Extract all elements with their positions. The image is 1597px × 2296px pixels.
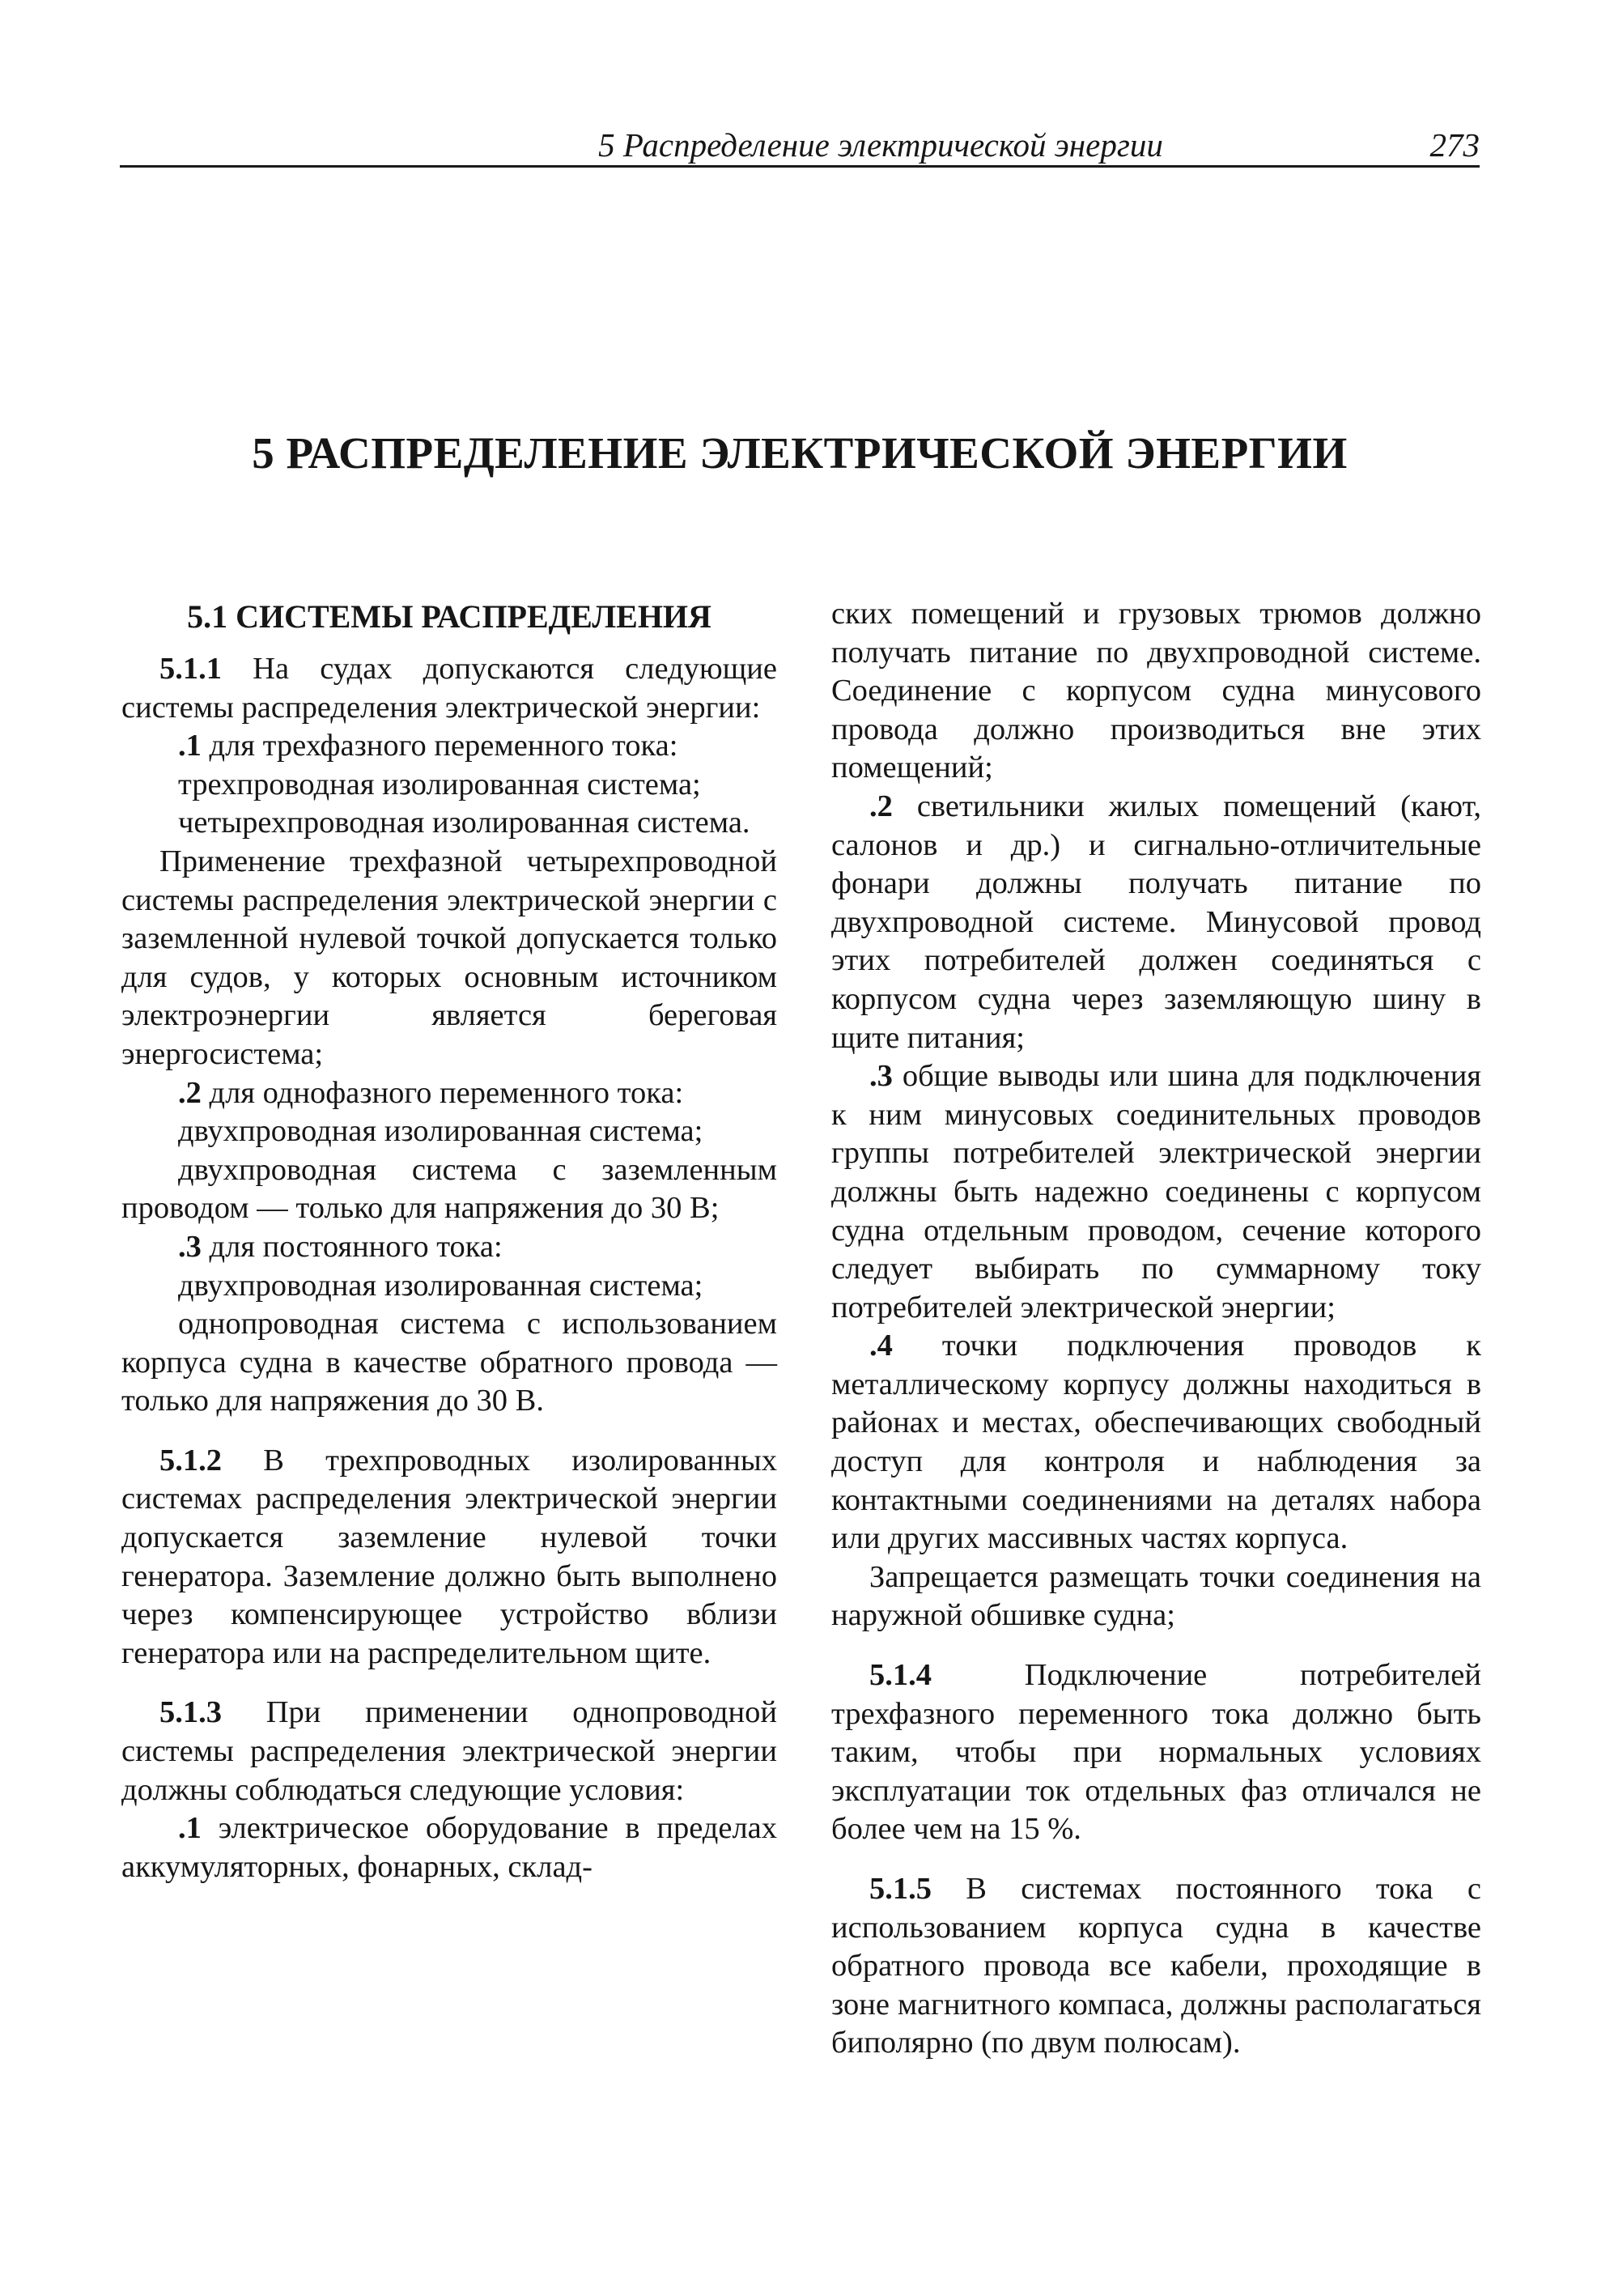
page-number: 273	[1429, 126, 1480, 164]
spacer	[831, 1849, 1481, 1870]
running-header	[120, 123, 1480, 168]
list-subitem: трехпроводная изолированная система;	[178, 767, 701, 801]
item-text: светильники жилых помещений (кают, салонов и др.) и сигнально-отличительные фонари должны получать питание по двухпроводной системе. Минусовой провод этих потребителей должен соединяться с корпусом судна через заземляющую шину в щите питания;	[831, 789, 1481, 1055]
list-item	[121, 727, 777, 766]
list-subitem: четырехпроводная изолированная система.	[178, 806, 750, 840]
spacer	[831, 1635, 1481, 1656]
item-number: .1	[178, 729, 202, 763]
item-number: .4	[869, 1329, 893, 1363]
list-item	[831, 1327, 1481, 1558]
clause-text: В трехпроводных изолированных системах распределения электрической энергии допускается заземление нулевой точки генератора. Заземление должно быть выполнено через компенсирующее устройство вблизи генератора или на распределительном щите.	[121, 1443, 777, 1670]
list-item	[831, 788, 1481, 1057]
item-number: .1	[178, 1811, 202, 1846]
prohibition-note: Запрещается размещать точки соединения на наружной обшивке судна;	[831, 1559, 1481, 1633]
item-number: .3	[178, 1229, 202, 1264]
clause-text: Подключение потребителей трехфазного переменного тока должно быть таким, чтобы при нормальных условиях эксплуатации ток отдельных фаз отличался не более чем на 15 %.	[831, 1658, 1482, 1847]
list-subitem: двухпроводная система с заземленным проводом — только для напряжения до 30 В;	[121, 1152, 777, 1226]
item-text: общие выводы или шина для подключения к ним минусовых соединительных проводов группы потребителей электрической энергии должны быть надежно соединены с корпусом судна отдельным проводом, сечение которого следует выбирать по суммарному току потребителей электрической энергии;	[831, 1059, 1482, 1324]
item-text: электрическое оборудование в пределах аккумуляторных, фонарных, склад-	[121, 1811, 778, 1884]
spacer	[121, 1421, 777, 1442]
header-rule	[120, 165, 1480, 168]
clause-number: 5.1.5	[869, 1872, 932, 1906]
left-column	[121, 595, 777, 1886]
paragraph-5-1-3	[121, 1694, 777, 1809]
item-text: для однофазного переменного тока:	[209, 1075, 684, 1110]
spacer	[121, 1673, 777, 1694]
item-number: .2	[869, 789, 893, 823]
clause-text: В системах постоянного тока с использованием корпуса судна в качестве обратного провода все кабели, проходящие в зоне магнитного компаса, должны располагаться биполярно (по двум полюсам).	[831, 1872, 1481, 2060]
clause-number: 5.1.3	[159, 1695, 222, 1730]
paragraph-5-1-4	[831, 1656, 1481, 1849]
paragraph-5-1-5	[831, 1870, 1481, 2063]
list-item	[121, 1228, 777, 1267]
paragraph-5-1-2	[121, 1442, 777, 1673]
clause-number: 5.1.2	[159, 1443, 222, 1478]
running-title: 5 Распределение электрической энергии	[598, 126, 1163, 164]
list-subitem: двухпроводная изолированная система;	[178, 1268, 703, 1303]
list-subitem: двухпроводная изолированная система;	[178, 1114, 703, 1149]
list-item	[121, 1074, 777, 1113]
item-number: .2	[178, 1075, 202, 1110]
chapter-title: 5 РАСПРЕДЕЛЕНИЕ ЭЛЕКТРИЧЕСКОЙ ЭНЕРГИИ	[252, 428, 1348, 478]
list-item	[121, 1809, 777, 1886]
clause-text: На судах допускаются следующие системы распределения электрической энергии:	[121, 652, 777, 725]
list-note: Применение трехфазной четырехпроводной системы распределения электрической энергии с заземленной нулевой точкой допускается только для судов, у которых основным источником электроэнергии является береговая энергосистема;	[121, 844, 777, 1071]
clause-text: При применении однопроводной системы распределения электрической энергии должны соблюдаться следующие условия:	[121, 1695, 778, 1807]
section-heading: 5.1 СИСТЕМЫ РАСПРЕДЕЛЕНИЯ	[187, 598, 711, 635]
paragraph-5-1-1	[121, 650, 777, 727]
list-subitem: однопроводная система с использованием корпуса судна в качестве обратного провода — только для напряжения до 30 В.	[121, 1307, 777, 1418]
clause-number: 5.1.4	[869, 1658, 932, 1693]
right-column	[831, 595, 1481, 2063]
continued-text: ских помещений и грузовых трюмов должно получать питание по двухпроводной системе. Соединение с корпусом судна минусового провода должно производиться вне этих помещений;	[831, 597, 1481, 785]
item-text: точки подключения проводов к металлическому корпусу должны находиться в районах и местах, обеспечивающих свободный доступ для контроля и наблюдения за контактными соединениями на деталях набора или других массивных частях корпуса.	[831, 1329, 1482, 1556]
list-item	[831, 1057, 1481, 1327]
item-text: для трехфазного переменного тока:	[209, 729, 678, 763]
clause-number: 5.1.1	[159, 652, 222, 686]
item-number: .3	[869, 1059, 893, 1094]
item-text: для постоянного тока:	[209, 1229, 503, 1264]
